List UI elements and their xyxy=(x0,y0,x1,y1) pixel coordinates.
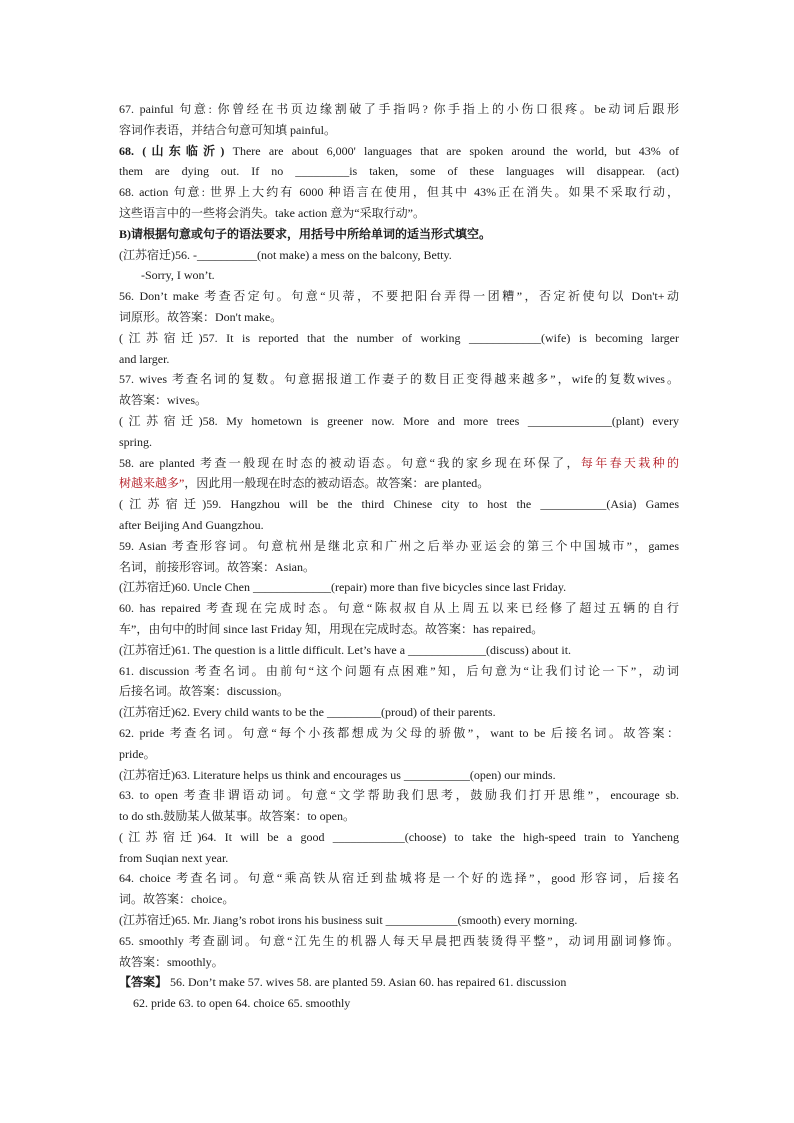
q57-answer-line-1: 57. wives 考查名词的复数。句意据报道工作妻子的数目正变得越来越多”，wife的复数wives。 xyxy=(119,372,679,387)
q64-question-line-1: (江苏宿迁)64. It will be a good ____________(choose) to take the high-speed train to Yancheng xyxy=(119,829,679,844)
q58-answer-text-2: ，因此用一般现在时态的被动语态。故答案：are planted。 xyxy=(184,476,490,491)
q58-answer-text: 58. are planted 考查一般现在时态的被动语态。句意“我的家乡现在环保了， xyxy=(119,455,581,470)
q62-answer-line-1: 62. pride 考查名词。句意“每个小孩都想成为父母的骄傲”，want to be 后接名词。故答案： xyxy=(119,725,679,740)
q57-answer-line-2: 故答案：wives。 xyxy=(119,393,207,408)
q58-highlight-1: 每年春天栽种的 xyxy=(580,455,679,470)
q57-question-line-2: and larger. xyxy=(119,351,170,366)
q58-question-line-2: spring. xyxy=(119,434,152,449)
q57-question-line-1: (江苏宿迁)57. It is reported that the number of working ____________(wife) is becoming larger xyxy=(119,330,679,345)
q58-answer-line-2 xyxy=(119,473,679,494)
q59-question-line-1: (江苏宿迁)59. Hangzhou will be the third Chinese city to host the ___________(Asia) Games xyxy=(119,497,679,512)
document-page xyxy=(119,99,679,1014)
q58-answer-line-1 xyxy=(119,453,679,474)
q67-line-2: 容词作表语，并结合句意可知填 painful。 xyxy=(119,122,336,137)
q60-answer-line-2: 车”，由句中的时间 since last Friday 知，用现在完成时态。故答案：has repaired。 xyxy=(119,621,544,636)
answers-line-1 xyxy=(119,972,679,993)
q63-answer-line-2: to do sth.鼓励某人做某事。故答案：to open。 xyxy=(119,809,355,824)
q58-highlight-2: 树越来越多” xyxy=(119,476,185,491)
q63-answer-line-1: 63. to open 考查非谓语动词。句意“文学帮助我们思考，鼓励我们打开思维”，encourage sb. xyxy=(119,788,679,803)
q60-answer-line-1: 60. has repaired 考查现在完成时态。句意“陈叔叔自从上周五以来已经修了超过五辆的自行 xyxy=(119,601,679,616)
q65-answer-line-2: 故答案：smoothly。 xyxy=(119,954,224,969)
q59-question-line-2: after Beijing And Guangzhou. xyxy=(119,517,264,532)
q67-line-1: 67. painful 句意: 你曾经在书页边缘割破了手指吗? 你手指上的小伤口很疼。be动词后跟形 xyxy=(119,102,679,116)
q56-question-line-1: (江苏宿迁)56. -__________(not make) a mess on the balcony, Betty. xyxy=(119,247,452,262)
q68-answer-line-1: 68. action 句意: 世界上大约有 6000 种语言在使用，但其中 43%正在消失。如果不采取行动， xyxy=(119,185,679,200)
q60-question-line-1: (江苏宿迁)60. Uncle Chen _____________(repair) more than five bicycles since last Friday. xyxy=(119,580,567,595)
q65-question-line-1: (江苏宿迁)65. Mr. Jiang’s robot irons his business suit ____________(smooth) every morning. xyxy=(119,913,578,928)
q65-answer-line-1: 65. smoothly 考查副词。句意“江先生的机器人每天早晨把西装烫得平整”，动词用副词修饰。 xyxy=(119,933,679,948)
answers-label: 【答案】 xyxy=(119,975,168,990)
q63-question-line-1: (江苏宿迁)63. Literature helps us think and encourages us ___________(open) our minds. xyxy=(119,767,556,782)
q62-answer-line-2: pride。 xyxy=(119,746,156,761)
q64-answer-line-2: 词。故答案：choice。 xyxy=(119,892,235,907)
q56-question-line-2: -Sorry, I won’t. xyxy=(141,268,215,283)
q59-answer-line-1: 59. Asian 考查形容词。句意杭州是继北京和广州之后举办亚运会的第三个中国城市”，games xyxy=(119,538,679,553)
q56-answer-line-1: 56. Don’t make 考查否定句。句意“贝蒂，不要把阳台弄得一团糟”，否定祈使句以 Don't+动 xyxy=(119,289,679,304)
q68-answer-line-2: 这些语言中的一些将会消失。take action 意为“采取行动”。 xyxy=(119,205,425,220)
q61-answer-line-2: 后接名词。故答案：discussion。 xyxy=(119,684,290,699)
q68-question-line-1 xyxy=(119,141,679,162)
q68-source: 68. (山东临沂) xyxy=(119,143,225,158)
q64-question-line-2: from Suqian next year. xyxy=(119,850,229,865)
answers-text-1: 56. Don’t make 57. wives 58. are planted 59. Asian 60. has repaired 61. discussion xyxy=(167,975,567,990)
answers-line-2: 62. pride 63. to open 64. choice 65. smoothly xyxy=(133,996,351,1011)
q68-question-text: There are about 6,000' languages that are spoken around the world, but 43% of xyxy=(224,143,680,158)
q58-question-line-1: (江苏宿迁)58. My hometown is greener now. More and more trees ______________(plant) every xyxy=(119,413,679,428)
section-b-heading: B)请根据句意或句子的语法要求，用括号中所给单词的适当形式填空。 xyxy=(119,226,492,241)
q56-answer-line-2: 词原形。故答案：Don't make。 xyxy=(119,309,283,324)
q61-question-line-1: (江苏宿迁)61. The question is a little difficult. Let’s have a _____________(discuss) about it. xyxy=(119,642,572,657)
q64-answer-line-1: 64. choice 考查名词。句意“乘高铁从宿迁到盐城将是一个好的选择”，good 形容词，后接名 xyxy=(119,871,679,886)
q61-answer-line-1: 61. discussion 考查名词。由前句“这个问题有点困难”知，后句意为“让我们讨论一下”，动词 xyxy=(119,663,679,678)
q62-question-line-1: (江苏宿迁)62. Every child wants to be the _________(proud) of their parents. xyxy=(119,705,496,720)
q68-question-line-2: them are dying out. If no _________is taken, some of these languages will disappear. (act) xyxy=(119,164,679,179)
q59-answer-line-2: 名词，前接形容词。故答案：Asian。 xyxy=(119,559,315,574)
